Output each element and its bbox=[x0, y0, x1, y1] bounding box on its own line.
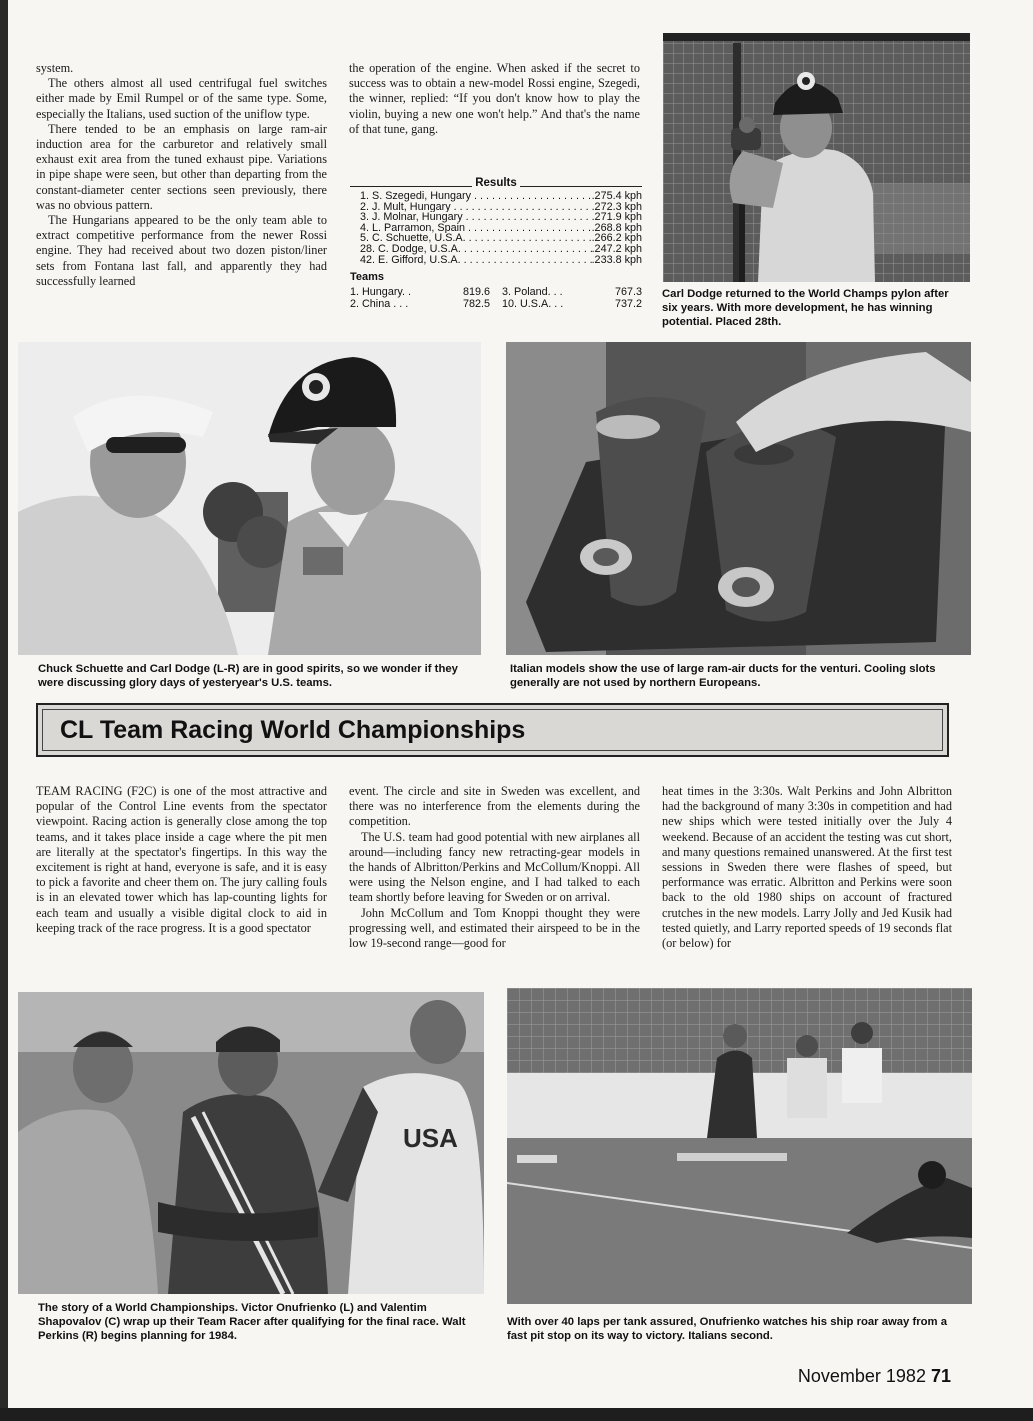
article-title-banner bbox=[36, 703, 949, 757]
team-row: 1. Hungary. . 819.6 bbox=[350, 286, 490, 299]
result-row: 28. C. Dodge, U.S.A. . . . .247.2 kph bbox=[350, 244, 642, 255]
result-row: 42. E. Gifford, U.S.A. . . . .233.8 kph bbox=[350, 255, 642, 266]
paragraph: TEAM RACING (F2C) is one of the most attractive and popular of the Control Line events from the spectator viewpoint. Racing action is generally close among the top teams, and it takes place inside a cage where the pit men are literally at the spectator's fingertips. In this way the excitement is right at hand, everyone is safe, and it is easy to pick a favorite and cheer them on. The jury calling fouls is in an elevated tower which has lap-counting lights for each team and usually a visible digital clock to aid in keeping track of the race progress. It is a good spectator bbox=[36, 784, 327, 935]
results-table bbox=[350, 175, 642, 310]
scan-edge-bottom bbox=[0, 1408, 1033, 1421]
team-row: 10. U.S.A. . . 737.2 bbox=[502, 298, 642, 311]
caption-schuette-dodge: Chuck Schuette and Carl Dodge (L-R) are in good spirits, so we wonder if they were discussing glory days of yesteryear's U.S. teams. bbox=[38, 663, 458, 689]
caption-italian-models: Italian models show the use of large ram-air ducts for the venturi. Cooling slots generally are not used by northern Europeans. bbox=[510, 663, 936, 689]
teams-grid bbox=[350, 286, 642, 310]
paragraph: event. The circle and site in Sweden was excellent, and there was no interference from the elements during the competition. bbox=[349, 784, 640, 829]
result-row: 3. J. Molnar, Hungary . . . .271.9 kph bbox=[350, 212, 642, 223]
article-column-1 bbox=[36, 784, 327, 936]
paragraph: The U.S. team had good potential with new airplanes all around—including fancy new retracting-gear models in the hands of Albritton/Perkins and McCollum/Knoppi. All were using the Nelson engine, and I had talked to each team shortly before leaving for Sweden or on arrival. bbox=[349, 829, 640, 905]
paragraph: There tended to be an emphasis on large ram-air induction area for the carburetor and relatively small exhaust exit area from the tuned exhaust pipe. Variations in pipe shape were seen, but other than departing from the constant-diameter center sections seen previously, there was no obvious pattern. bbox=[36, 121, 327, 212]
paragraph: The Hungarians appeared to be the only team able to extract competitive performance from the newer Rossi engine. They had received about two dozen piston/liner sets from Fontana last fall, and apparently they had successfully learned bbox=[36, 213, 327, 288]
team-row: 2. China . . . 782.5 bbox=[350, 298, 490, 311]
result-row: 4. L. Parramon, Spain . . . .268.8 kph bbox=[350, 223, 642, 234]
result-row: 1. S. Szegedi, Hungary . . . .275.4 kph bbox=[350, 191, 642, 202]
top-column-1 bbox=[36, 61, 327, 289]
paragraph: heat times in the 3:30s. Walt Perkins and John Albritton had the background of many 3:30s in competition and had new ships which were tested initially over the July 4 weekend. Because of an accident the testing was cut short, and many questions remained unanswered. At the first test sessions in Sweden there were flashes of speed, but performance was erratic. Albritton and Perkins were soon back to the old 1980 ships on account of fractured crutches in the new models. Larry Jolly and Jed Kusik had tested quietly, and Larry reported speeds of 19 seconds flat (or below) for bbox=[662, 784, 952, 951]
result-row: 5. C. Schuette, U.S.A. . . . .266.2 kph bbox=[350, 233, 642, 244]
top-column-2 bbox=[349, 61, 640, 137]
photo-italian-models bbox=[506, 342, 971, 655]
results-header bbox=[350, 175, 642, 191]
paragraph: The others almost all used centrifugal fuel switches either made by Emil Rumpel or of the same type. Some, especially the Italians, used suction of the uniflow type. bbox=[36, 76, 327, 121]
scan-edge-left bbox=[0, 0, 8, 1421]
team-row: 3. Poland. . . 767.3 bbox=[502, 286, 642, 299]
usa-shirt-text: USA bbox=[403, 1123, 458, 1153]
results-title: Results bbox=[475, 177, 517, 189]
caption-dodge-pylon: Carl Dodge returned to the World Champs pylon after six years. With more development, he has winning potential. Placed 28th. bbox=[662, 288, 949, 328]
page-number: 71 bbox=[930, 1366, 951, 1386]
paragraph: the operation of the engine. When asked if the secret to success was to obtain a new-model Rossi engine, Szegedi, the winner, replied: “If you don't know how to play the violin, buying a new one won't help.” And that's the name of that tune, gang. bbox=[349, 61, 640, 136]
photo-pit-stop bbox=[507, 988, 972, 1304]
photo-schuette-dodge bbox=[18, 342, 481, 655]
paragraph: John McCollum and Tom Knoppi thought they were progressing well, and estimated their airspeed to be in the low 19-second range—good for bbox=[349, 905, 640, 951]
caption-pit-stop: With over 40 laps per tank assured, Onufrienko watches his ship roar away from a fast pit stop on its way to victory. Italians second. bbox=[507, 1316, 947, 1342]
result-row: 2. J. Mult, Hungary . . . .272.3 kph bbox=[350, 202, 642, 213]
page-footer bbox=[798, 1366, 951, 1387]
article-title: CL Team Racing World Championships bbox=[60, 716, 526, 744]
photo-onufrienko-group bbox=[18, 992, 484, 1294]
issue-date: November 1982 bbox=[797, 1366, 926, 1386]
photo-dodge-pylon bbox=[663, 33, 970, 282]
teams-title: Teams bbox=[350, 271, 385, 284]
caption-onufrienko-group: The story of a World Championships. Victor Onufrienko (L) and Valentim Shapovalov (C) wrap up their Team Racer after qualifying for the final race. Walt Perkins (R) begins planning for 1984. bbox=[38, 1302, 466, 1342]
article-column-2 bbox=[349, 784, 640, 951]
article-column-3 bbox=[662, 784, 952, 951]
paragraph: system. bbox=[36, 61, 74, 75]
